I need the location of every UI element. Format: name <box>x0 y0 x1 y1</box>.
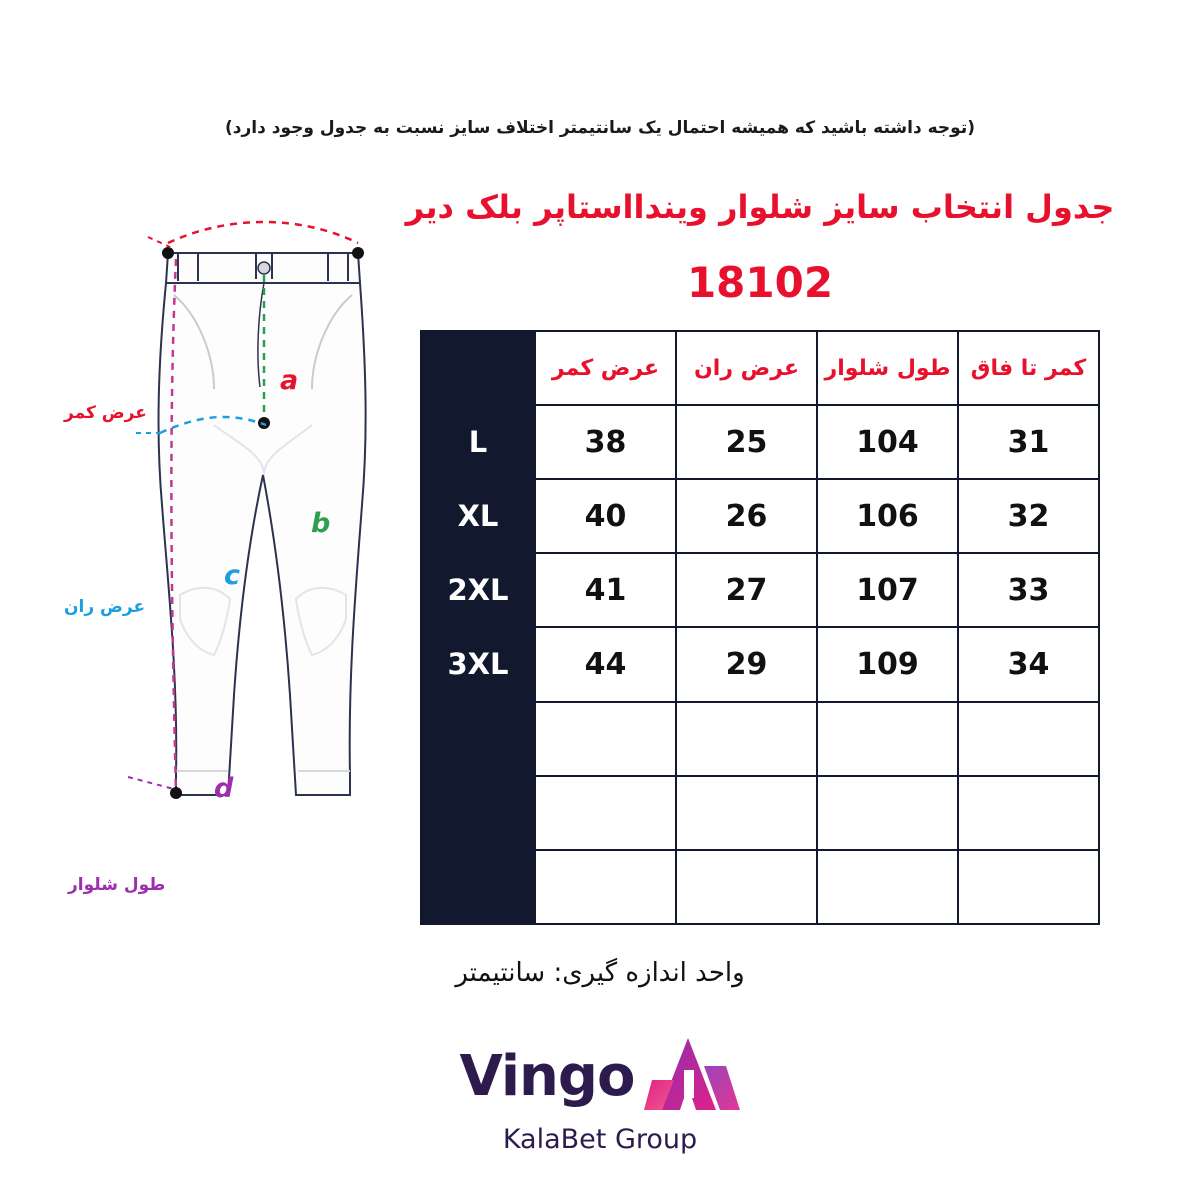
cell-waist <box>535 850 676 924</box>
brand-logo <box>0 1036 1200 1155</box>
diagram-label-waist: عرض کمر <box>64 403 147 423</box>
diagram-marker-b: b <box>311 508 331 539</box>
cell-thigh: 29 <box>676 627 817 701</box>
column-header-waist: عرض کمر <box>535 331 676 405</box>
table-row <box>421 702 1099 776</box>
column-header-thigh: عرض ران <box>676 331 817 405</box>
table-row <box>421 553 1099 627</box>
cell-waist <box>535 776 676 850</box>
diagram-label-thigh: عرض ران <box>64 597 146 617</box>
cell-waist: 41 <box>535 553 676 627</box>
diagram-marker-d: d <box>214 773 234 804</box>
cell-thigh: 26 <box>676 479 817 553</box>
cell-waist: 44 <box>535 627 676 701</box>
cell-length: 109 <box>817 627 958 701</box>
cell-thigh <box>676 702 817 776</box>
column-header-rise: کمر تا فاق <box>958 331 1099 405</box>
cell-rise: 31 <box>958 405 1099 479</box>
page-title: جدول انتخاب سایز شلوار ویندااستاپر بلک دیر <box>405 188 1115 226</box>
cell-size: 3XL <box>421 627 535 701</box>
diagram-marker-c: c <box>224 560 241 591</box>
cell-size: 2XL <box>421 553 535 627</box>
size-table-container <box>430 330 1100 925</box>
column-header-size <box>421 331 535 405</box>
cell-size <box>421 702 535 776</box>
cell-rise <box>958 702 1099 776</box>
cell-rise: 32 <box>958 479 1099 553</box>
logo-wordmark: Vingo <box>459 1044 635 1109</box>
table-row <box>421 479 1099 553</box>
cell-waist: 38 <box>535 405 676 479</box>
cell-thigh <box>676 776 817 850</box>
table-body <box>421 405 1099 924</box>
table-row <box>421 776 1099 850</box>
cell-rise <box>958 850 1099 924</box>
cell-length: 107 <box>817 553 958 627</box>
cell-waist: 40 <box>535 479 676 553</box>
cell-length: 104 <box>817 405 958 479</box>
vingo-mark-icon <box>644 1036 740 1118</box>
cell-thigh: 25 <box>676 405 817 479</box>
size-difference-note: (توجه داشته باشید که همیشه احتمال یک سانتیمتر اختلاف سایز نسبت به جدول وجود دارد) <box>224 118 975 138</box>
cell-length: 106 <box>817 479 958 553</box>
cell-length <box>817 702 958 776</box>
table-header <box>421 331 1099 405</box>
pants-measurement-diagram <box>28 175 428 895</box>
cell-length <box>817 776 958 850</box>
diagram-label-length: طول شلوار <box>68 875 166 895</box>
cell-thigh: 27 <box>676 553 817 627</box>
cell-waist <box>535 702 676 776</box>
table-row <box>421 850 1099 924</box>
size-table <box>420 330 1100 925</box>
cell-size: L <box>421 405 535 479</box>
cell-thigh <box>676 850 817 924</box>
column-header-length: طول شلوار <box>817 331 958 405</box>
cell-size <box>421 850 535 924</box>
cell-size <box>421 776 535 850</box>
cell-rise <box>958 776 1099 850</box>
unit-of-measure: واحد اندازه گیری: سانتیمتر <box>455 958 745 988</box>
table-row <box>421 627 1099 701</box>
diagram-marker-a: a <box>280 365 299 396</box>
table-row <box>421 405 1099 479</box>
product-code: 18102 <box>686 258 834 307</box>
cell-size: XL <box>421 479 535 553</box>
cell-rise: 33 <box>958 553 1099 627</box>
cell-length <box>817 850 958 924</box>
logo-subtitle: KalaBet Group <box>502 1124 698 1155</box>
cell-rise: 34 <box>958 627 1099 701</box>
